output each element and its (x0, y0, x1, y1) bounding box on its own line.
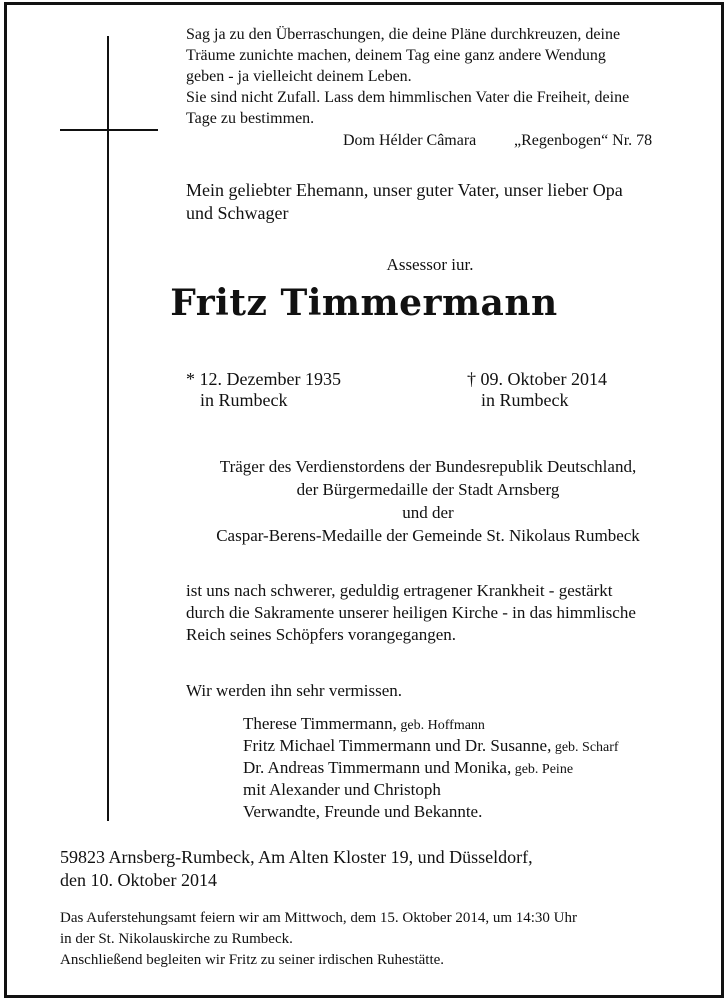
honor-line: und der (402, 503, 454, 522)
address-line: 59823 Arnsberg-Rumbeck, Am Alten Kloster 19, und Düsseldorf, (60, 847, 533, 867)
intro-line: und Schwager (186, 203, 289, 223)
death-place: in Rumbeck (481, 390, 569, 410)
quote-author: Dom Hélder Câmara (343, 132, 477, 149)
honor-line: Caspar-Berens-Medaille der Gemeinde St. Nikolaus Rumbeck (216, 526, 640, 545)
birth-place: in Rumbeck (200, 390, 288, 410)
death-date: † 09. Oktober 2014 (467, 369, 607, 389)
quote-line: Träume zunichte machen, deinem Tag eine ganz andere Wendung (186, 47, 606, 64)
service-line: Das Auferstehungsamt feiern wir am Mittwoch, dem 15. Oktober 2014, um 14:30 Uhr (60, 910, 577, 926)
mourner (243, 735, 619, 759)
mourner-name: Fritz Michael Timmermann und Dr. Susanne, (243, 736, 552, 755)
mourner (243, 779, 441, 803)
passing-line: durch die Sakramente unserer heiligen Kirche - in das himmlische (186, 603, 636, 622)
mourner-name: mit Alexander und Christoph (243, 780, 441, 799)
passing-line: Reich seines Schöpfers vorangegangen. (186, 625, 457, 644)
mourner-name: Therese Timmermann, (243, 714, 397, 733)
address-line: den 10. Oktober 2014 (60, 870, 217, 890)
academic-title: Assessor iur. (386, 255, 474, 274)
service-line: Anschließend begleiten wir Fritz zu seiner irdischen Ruhestätte. (60, 952, 445, 968)
deceased-name: Fritz Timmermann (170, 282, 558, 324)
mourner-birth-name: geb. Peine (511, 762, 574, 777)
honor-line: Träger des Verdienstordens der Bundesrepublik Deutschland, (219, 457, 637, 476)
quote-line: geben - ja vielleicht deinem Leben. (186, 68, 412, 85)
mourner-name: Dr. Andreas Timmermann und Monika, (243, 758, 512, 777)
mourner (243, 713, 485, 737)
honor-line: der Bürgermedaille der Stadt Arnsberg (296, 480, 560, 499)
mourner (243, 757, 573, 781)
quote-line: Sag ja zu den Überraschungen, die deine Pläne durchkreuzen, deine (186, 26, 621, 43)
passing-line: ist uns nach schwerer, geduldig ertragener Krankheit - gestärkt (186, 581, 613, 600)
mourner (243, 801, 482, 825)
mourner-birth-name: geb. Hoffmann (396, 718, 485, 733)
miss-line: Wir werden ihn sehr vermissen. (186, 681, 403, 700)
service-line: in der St. Nikolauskirche zu Rumbeck. (60, 931, 293, 947)
quote-line: Tage zu bestimmen. (186, 110, 315, 127)
quote-source: „Regenbogen“ Nr. 78 (514, 132, 653, 149)
intro-line: Mein geliebter Ehemann, unser guter Vater, unser lieber Opa (186, 180, 623, 200)
quote-line: Sie sind nicht Zufall. Lass dem himmlischen Vater die Freiheit, deine (186, 89, 630, 106)
birth-date: * 12. Dezember 1935 (186, 369, 341, 389)
cross-icon-bar (60, 129, 158, 131)
cross-icon (107, 36, 109, 821)
mourner-birth-name: geb. Scharf (551, 740, 619, 755)
mourner-name: Verwandte, Freunde und Bekannte. (243, 802, 483, 821)
